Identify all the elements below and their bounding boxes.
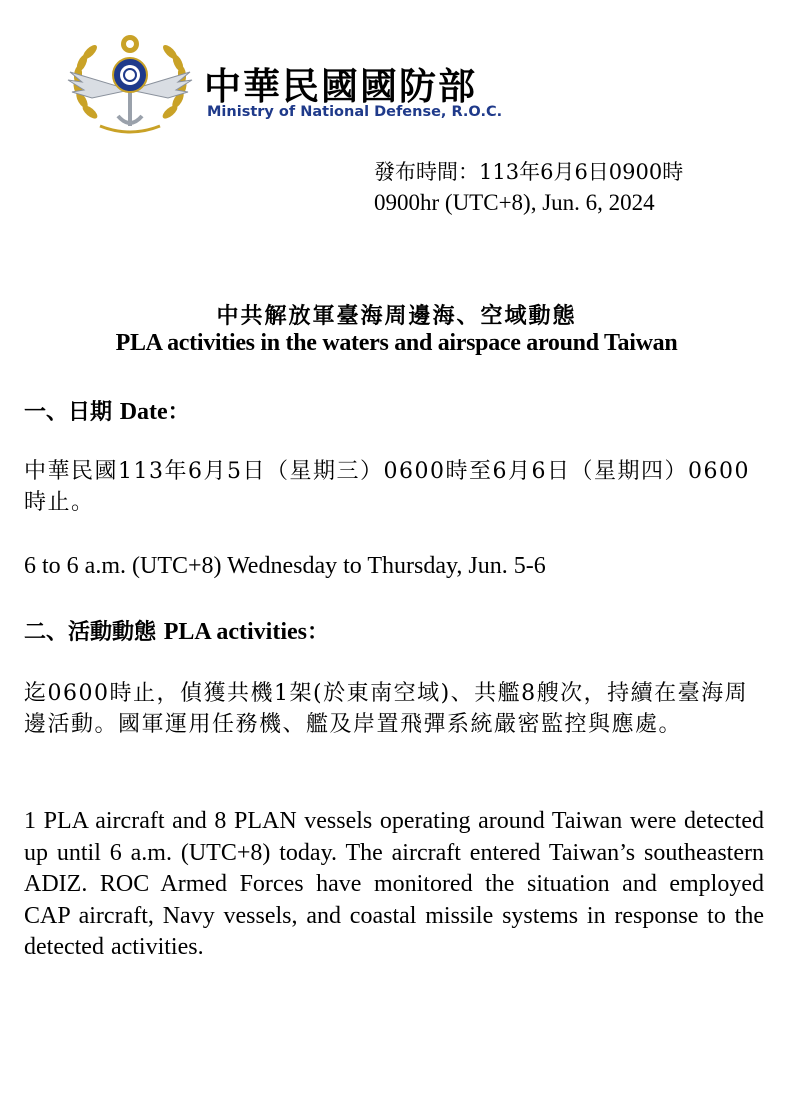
- section-date-text-en: 6 to 6 a.m. (UTC+8) Wednesday to Thursday, Jun. 5-6: [24, 553, 546, 579]
- section-activities-text-zh: 迄0600時止，偵獲共機1架(於東南空域)、共艦8艘次，持續在臺海周邊活動。國軍運用任務機、艦及岸置飛彈系統嚴密監控與應處。: [24, 681, 749, 737]
- section-activities-heading-suffix: ：: [307, 619, 330, 645]
- section-date-heading: [24, 395, 190, 426]
- section-activities-heading-zh: 二、活動動態: [24, 619, 157, 645]
- section-activities-heading-en: PLA activities: [163, 619, 307, 645]
- publish-time-en: 0900hr (UTC+8), Jun. 6, 2024: [374, 190, 655, 215]
- org-name-zh: 中華民國國防部: [204, 65, 477, 108]
- section-date-heading-suffix: ：: [167, 399, 190, 425]
- document-title-en: PLA activities in the waters and airspace around Taiwan: [115, 330, 678, 356]
- mnd-emblem-icon: [60, 30, 200, 140]
- section-date-text-zh: 中華民國113年6月5日（星期三）0600時至6月6日（星期四）0600時止。: [24, 459, 750, 515]
- section-activities-text-en: 1 PLA aircraft and 8 PLAN vessels operating around Taiwan were detected up until 6 a.m. (UTC+8) today. The aircraft entered Taiwan’s southeastern ADIZ. ROC Armed Forces have monitored the situation and employed CAP aircraft, Navy vessels, and coastal missile systems in response to the detected activities.: [24, 808, 764, 960]
- document-title-zh: 中共解放軍臺海周邊海、空域動態: [216, 303, 577, 329]
- section-date-heading-zh: 一、日期: [24, 399, 113, 425]
- section-date-heading-en: Date: [119, 399, 168, 425]
- section-activities-heading: [24, 615, 329, 646]
- org-name-en: Ministry of National Defense, R.O.C.: [207, 104, 503, 120]
- publish-time-zh: 發布時間：113年6月6日0900時: [374, 160, 684, 184]
